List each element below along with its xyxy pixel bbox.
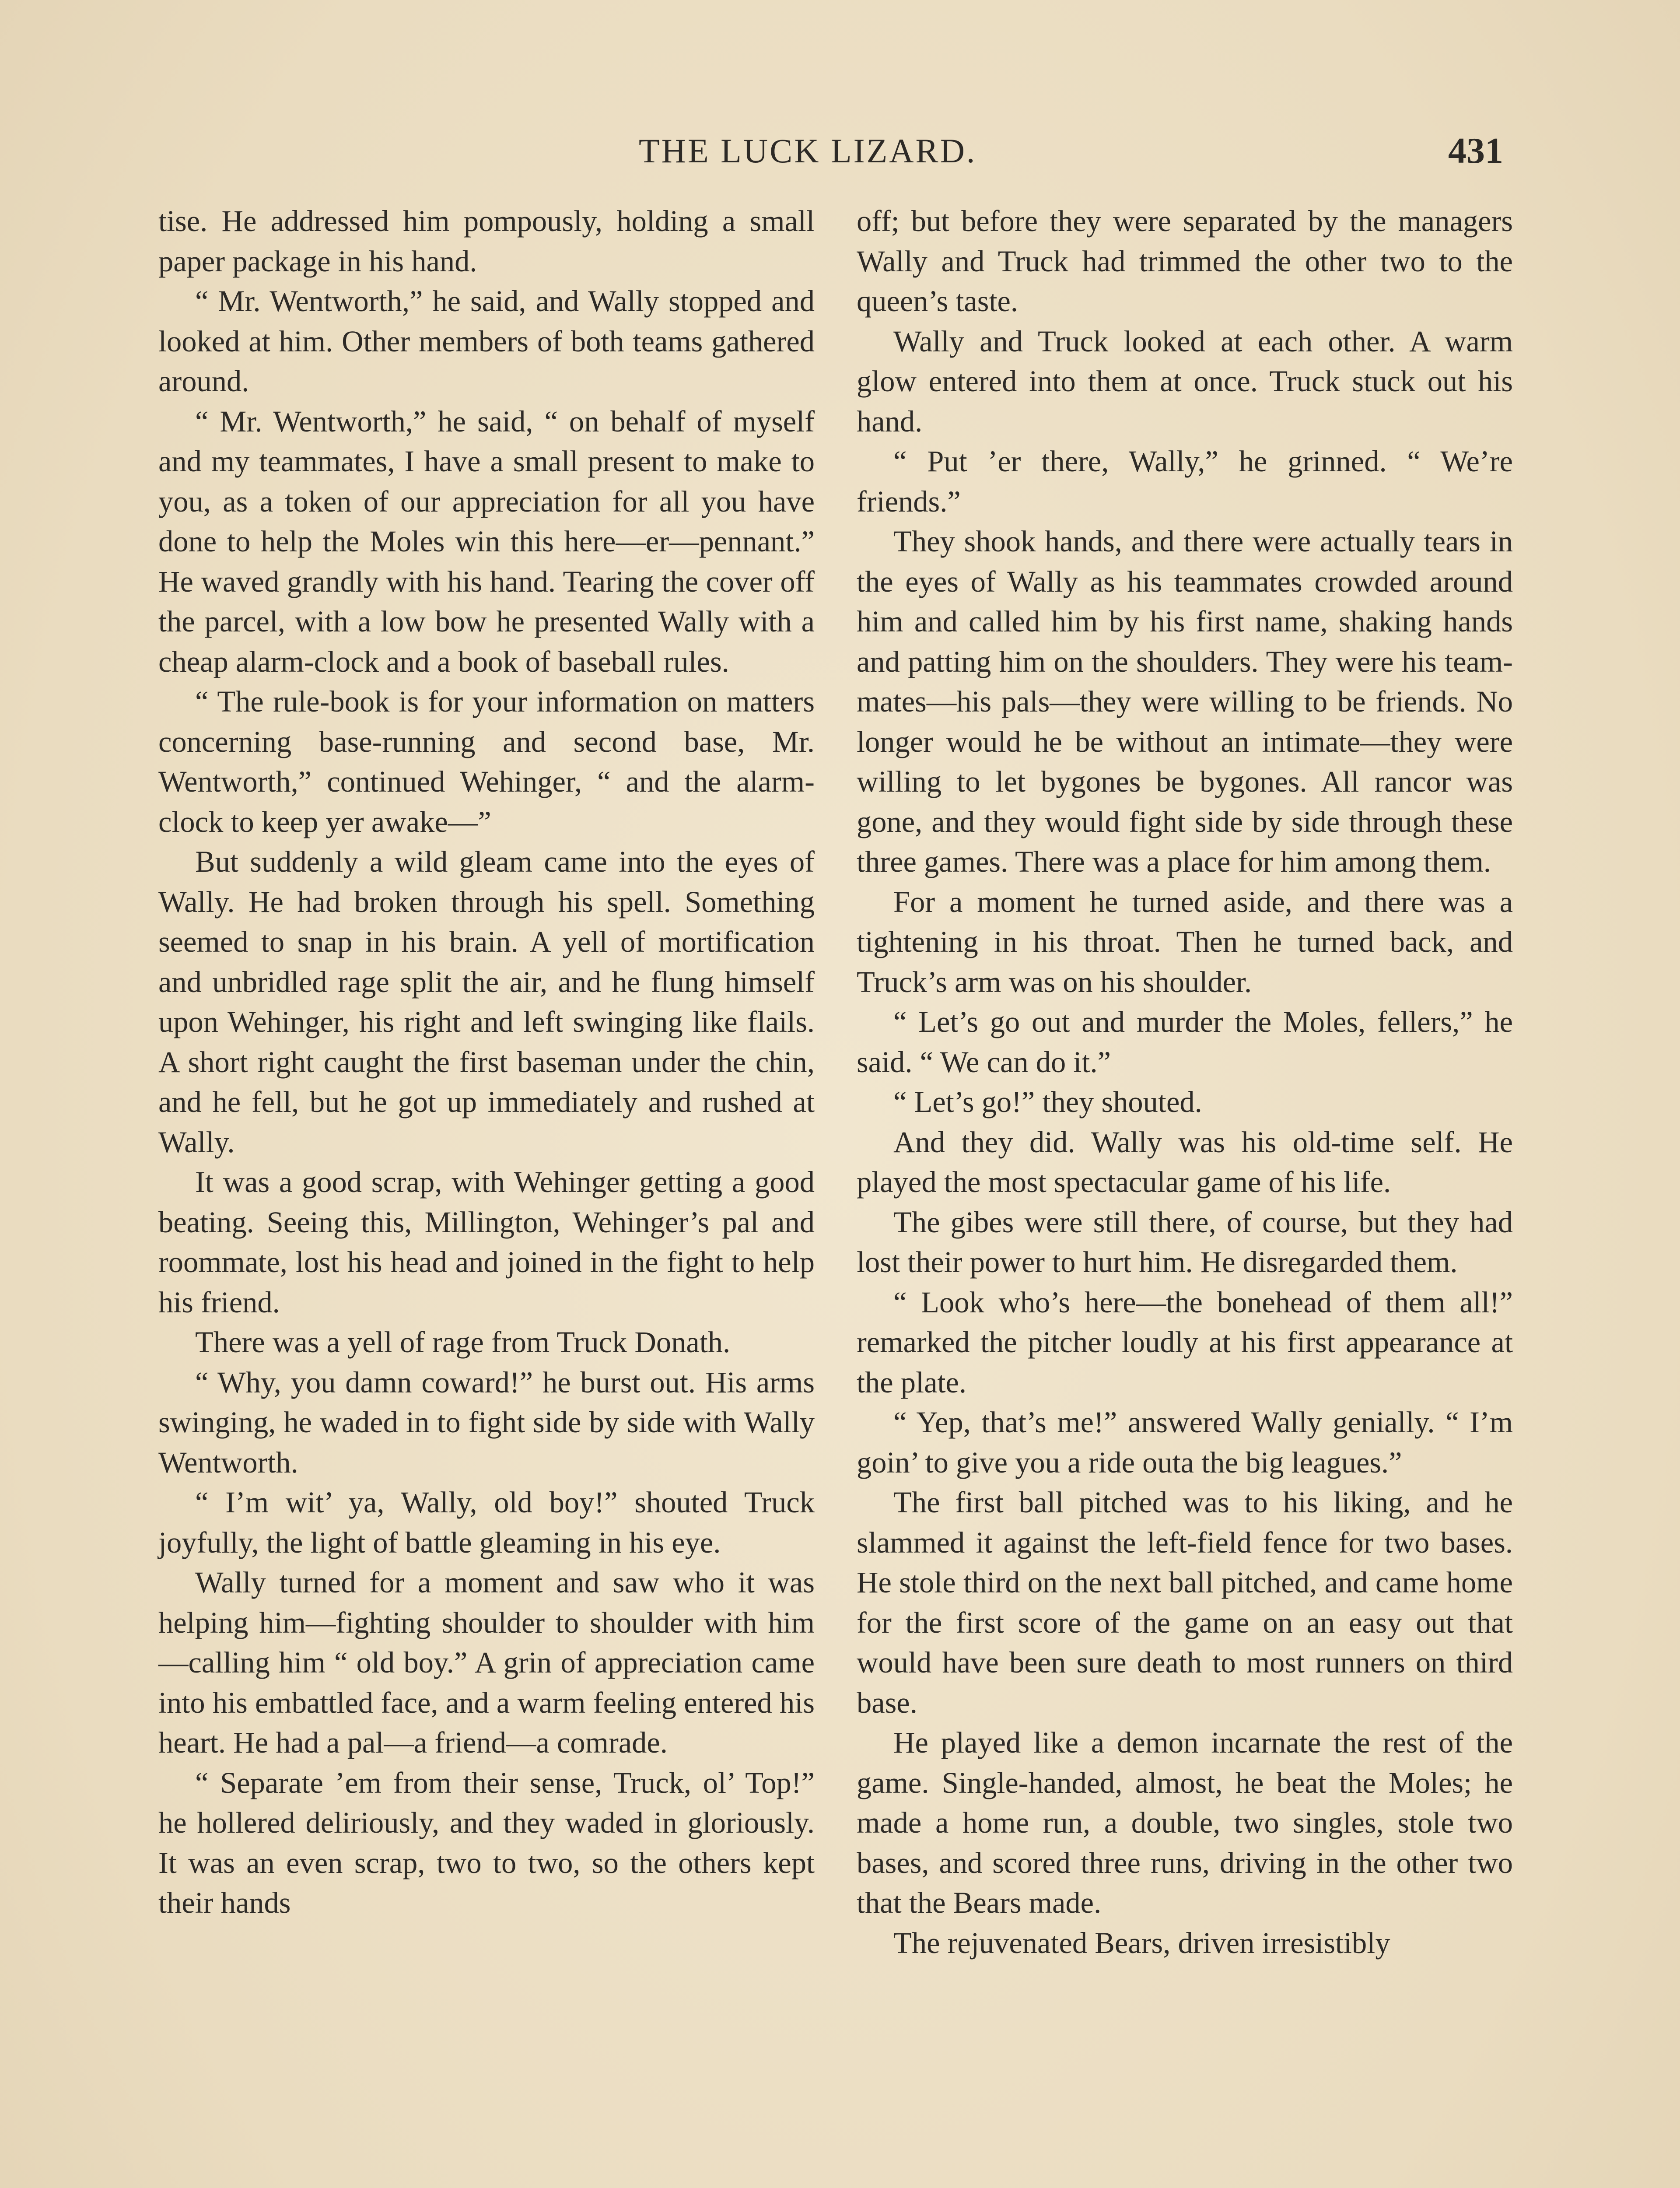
paragraph: “ Mr. Wentworth,” he said, “ on behalf of myself and my teammates, I have a small present to make to you, as a token of our appreciation for all you have done to help the Moles win this here—er—pennant.” He waved grandly with his hand. Tearing the cover off the parcel, with a low bow he presented Wally with a cheap alarm-clock and a book of baseball rules. — [158, 404, 815, 678]
paragraph: “ The rule-book is for your information on matters concerning base-running and second base, Mr. Wentworth,” continued Wehinger, “ and the alarm-clock to keep yer awake—” — [158, 685, 815, 838]
paragraph: He played like a demon incarnate the rest of the game. Single-handed, almost, he beat the Moles; he made a home run, a double, two singles, stole two bases, and scored three runs, driving in the other two that the Bears made. — [857, 1726, 1513, 1919]
paragraph: For a moment he turned aside, and there was a tightening in his throat. Then he turned back, and Truck’s arm was on his shoulder. — [857, 885, 1513, 999]
paragraph: “ Separate ’em from their sense, Truck, ol’ Top!” he hollered deliriously, and they waded in gloriously. It was an even scrap, two to two, so the others kept their hands — [158, 1766, 815, 1919]
paragraph: The first ball pitched was to his liking, and he slammed it against the left-field fence for two bases. He stole third on the next ball pitched, and came home for the first score of the game on an easy out that would have been sure death to most runners on third base. — [857, 1486, 1513, 1719]
paragraph: “ Mr. Wentworth,” he said, and Wally stopped and looked at him. Other members of both teams gathered around. — [158, 284, 815, 398]
paragraph: The rejuvenated Bears, driven irresistibly — [893, 1926, 1390, 1960]
paragraph: It was a good scrap, with Wehinger getting a good beating. Seeing this, Millington, Wehinger’s pal and roommate, lost his head and joined in the fight to help his friend. — [158, 1165, 815, 1319]
paragraph: “ Look who’s here—the bonehead of them all!” remarked the pitcher loudly at his first appearance at the plate. — [857, 1285, 1513, 1399]
paragraph: tise. He addressed him pompously, holding a small paper package in his hand. — [158, 204, 815, 278]
paragraph: There was a yell of rage from Truck Donath. — [195, 1325, 731, 1359]
paragraph: “ Yep, that’s me!” answered Wally genially. “ I’m goin’ to give you a ride outa the big leagues.” — [857, 1406, 1513, 1479]
paragraph: “ Let’s go out and murder the Moles, fellers,” he said. “ We can do it.” — [857, 1005, 1513, 1079]
right-column — [857, 201, 1513, 1963]
paragraph: Wally turned for a moment and saw who it was helping him—fighting shoulder to shoulder with him—calling him “ old boy.” A grin of appreciation came into his embattled face, and a warm feeling entered his heart. He had a pal—a friend—a comrade. — [158, 1566, 815, 1759]
paragraph: The gibes were still there, of course, but they had lost their power to hurt him. He disregarded them. — [857, 1205, 1513, 1279]
page-number: 431 — [1448, 130, 1503, 171]
paragraph: “ Put ’er there, Wally,” he grinned. “ We’re friends.” — [857, 445, 1513, 518]
paragraph: And they did. Wally was his old-time self. He played the most spectacular game of his life. — [857, 1125, 1513, 1199]
paragraph: “ Let’s go!” they shouted. — [893, 1085, 1202, 1119]
running-title: THE LUCK LIZARD. — [639, 132, 977, 170]
paragraph: But suddenly a wild gleam came into the eyes of Wally. He had broken through his spell. Something seemed to snap in his brain. A yell of mortification and unbridled rage split the air, and he flung himself upon Wehinger, his right and left swinging like flails. A short right caught the first baseman under the chin, and he fell, but he got up immediately and rushed at Wally. — [158, 845, 815, 1159]
paragraph: off; but before they were separated by the managers Wally and Truck had trimmed the other two to the queen’s taste. — [857, 204, 1513, 318]
left-column — [158, 201, 815, 1923]
running-header — [0, 127, 1680, 175]
paragraph: Wally and Truck looked at each other. A warm glow entered into them at once. Truck stuck out his hand. — [857, 324, 1513, 438]
paragraph: “ I’m wit’ ya, Wally, old boy!” shouted Truck joyfully, the light of battle gleaming in his eye. — [158, 1486, 815, 1559]
paragraph: “ Why, you damn coward!” he burst out. His arms swinging, he waded in to fight side by side with Wally Wentworth. — [158, 1365, 815, 1479]
paragraph: They shook hands, and there were actually tears in the eyes of Wally as his teammates crowded around him and called him by his first name, shaking hands and patting him on the shoulders. They were his team-mates—his pals—they were willing to be friends. No longer would he be without an intimate—they were willing to let bygones be bygones. All rancor was gone, and they would fight side by side through these three games. There was a place for him among them. — [857, 525, 1513, 878]
